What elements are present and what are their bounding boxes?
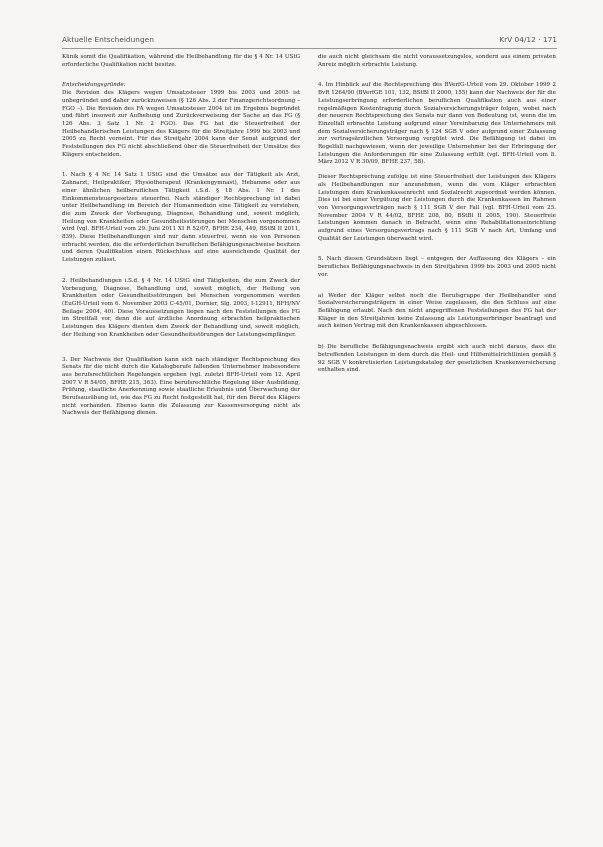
journal-section-title: Aktuelle Entscheidungen (62, 35, 154, 44)
intro-paragraph: Klinik somit die Qualifikation, während die Heilbehandlung für die § 4 Nr. 14 UStG erforderliche Qualifikation nicht besitze. (62, 54, 300, 68)
paragraph-5: 5. Nach diesen Grundsätzen liegt – entgegen der Auffassung des Klägers – ein berufliches Befähigungsnachweis in den Streitjahren 1999 bis 2003 und 2005 nicht vor. (318, 256, 556, 278)
section-heading: Entscheidungsgründe: (62, 82, 126, 89)
paragraph-summary: Die Revision des Klägers wegen Umsatzsteuer 1999 bis 2003 und 2005 ist unbegründet und daher zurückzuweisen (§ 126 Abs. 2 der Finanzgerichtsordnung – FGO –). Die Revision des FA wegen Umsatzsteuer 2004 ist im Ergebnis begründet und führt insoweit zur Aufhebung und Zurückverweisung der Sache an das FG (§ 126 Abs. 3 Satz 1 Nr. 2 FGO). Das FG hat die Steuerfreiheit der Heilbehandlerischen Leistungen des Klägers für die Streitjahre 1999 bis 2003 und 2005 zu Recht verneint. Für das Streitjahr 2004 kann der Senat aufgrund der Feststellungen des FG nicht abschließend über die Steuerfreiheit der Umsätze des Klägers entscheiden. (62, 90, 300, 158)
paragraph-5b: b) Die berufliche Befähigungsnachweis ergibt sich auch nicht daraus, dass die betreffenden Leistungen in dem durch die Heil- und Hilfsmittelrichtlinien gemäß § 92 SGB V konkretisierten Leistungskatalog der gesetzlichen Krankenversicherung enthalten sind. (318, 344, 556, 374)
paragraph-3: 3. Der Nachweis der Qualifikation kann sich nach ständiger Rechtsprechung des Senats für die nicht durch die Katalogberufe fallenden Unternehmer insbesondere aus berufsrechtlichen Regelungen ergeben (vgl. zuletzt BFH-Urteil vom 12. April 2007 V R 54/05, BFHE 215, 363). Eine berufsrechtliche Regelung über Ausbildung, Prüfung, staatliche Anerkennung sowie staatliche Erlaubnis und Überwachung der Berufsausübung ist, wie das FG zu Recht festgestellt hat, für den Beruf des Klägers nicht vorhanden. Ebenso kann die Zulassung zur Kassenversorgung nicht als Nachweis der Befähigung dienen. (62, 356, 300, 417)
paragraph-4: 4. Im Hinblick auf die Rechtsprechung des BVerfG-Urteil vom 29. Oktober 1999 2 BvR 1264/90 (BVerfGE 101, 132, BStBl II 2000, 155) kann der Nachweis der für die Leistungserbringung erforderlichen beruflichen Qualifikation auch aus einer regelmäßigen Kostentragung durch Sozialversicherungsträger folgen, wobei nach der neueren Rechtsprechung des Senats nur dann von Bedeutung ist, wenn die im Einzelfall erbrachte Leistung aufgrund einer Vereinbarung des Unternehmers mit dem Sozialversicherungsträger nach § 124 SGB V oder aufgrund einer Zulassung zur vertragsärztlichen Versorgung vergütet wird. Die Befähigung ist dabei im Regelfall nachgewiesen, wenn der jeweilige Unternehmer bei der Erbringung der Leistungen die Anforderungen für eine Zulassung erfüllt (vgl. BFH-Urteil vom 8. März 2012 V R 30/09, BFHE 237, 58). (318, 82, 556, 166)
left-column (62, 54, 300, 425)
paragraph-continued: die auch nicht gleichsam die nicht voraussetzungslos, sondern aus einem privaten Anreiz möglich erbrachte Leistung. (318, 54, 556, 68)
paragraph-1: 1. Nach § 4 Nr. 14 Satz 1 UStG sind die Umsätze aus der Tätigkeit als Arzt, Zahnarzt, Heilpraktiker, Physiotherapeut (Krankengymnast), Hebamme oder aus einer ähnlichen heilberuflichen Tätigkeit i.S.d. § 18 Abs. 1 Nr. 1 des Einkommensteuergesetzes steuerfrei. Nach ständiger Rechtsprechung ist dabei unter Heilbehandlung im Bereich der Humanmedizin eine Tätigkeit zu verstehen, die zum Zweck der Vorbeugung, Diagnose, Behandlung und, soweit möglich, Heilung von Krankheiten oder Gesundheitsstörungen bei Menschen vorgenommen wird (vgl. BFH-Urteil vom 29. Juni 2011 XI R 52/07, BFHE 234, 449, BStBl II 2011, 839). Diese Heilbehandlungen sind nur dann steuerfrei, wenn sie von Personen erbracht werden, die die erforderlichen beruflichen Befähigungsnachweise besitzen und deren Qualifikation einen Rückschluss auf eine ausreichende Qualität der Leistungen zulässt. (62, 172, 300, 264)
paragraph-4-continued: Dieser Rechtsprechung zufolge ist eine Steuerfreiheit der Leistungen des Klägers als Heilbehandlungen nur anzunehmen, wenn die vom Kläger erbrachten Leistungen dem Krankenkassenrecht und Sozialrecht zugeordnet werden können. Dies ist bei einer Vergütung der Leistungen durch die Krankenkassen im Rahmen von Versorgungsverträgen nach § 111 SGB V der Fall (vgl. BFH-Urteil vom 25. November 2004 V R 44/02, BFHE 208, 80, BStBl II 2005, 190). Steuerfreie Leistungen kommen danach in Betracht, wenn eine Rehabilitationseinrichtung aufgrund eines Versorgungsvertrags nach § 111 SGB V nach Art, Umfang und Qualität der Leistungen überwacht wird. (318, 174, 556, 242)
right-column (318, 54, 556, 382)
paragraph-2: 2. Heilbehandlungen i.S.d. § 4 Nr. 14 UStG sind Tätigkeiten, die zum Zweck der Vorbeugung, Diagnose, Behandlung und, soweit möglich, der Heilung von Krankheiten oder Gesundheitsstörungen bei Menschen vorgenommen werden (EuGH-Urteil vom 6. November 2003 C-45/01, Dornier, Slg. 2003, I-12911, BFH/NV Beilage 2004, 40). Diese Voraussetzungen liegen nach den Feststellungen des FG im Streitfall vor, denn die auf ärztliche Anordnung erbrachten heilpraktischen Leistungen des Klägers dienten dem Zweck der Behandlung und, soweit möglich, der Heilung von Krankheiten oder Gesundheitsstörungen der Leistungsempfänger. (62, 277, 300, 338)
page-header (62, 34, 557, 49)
paragraph-5a: a) Weder der Kläger selbst noch die Berufsgruppe der Heilbehandler sind Sozialversicherungsträgern in einer Weise zugelassen, die den Schluss auf eine Befähigung erlaubt. Nach den nicht angegriffenen Feststellungen des FG hat der Kläger in den Streitjahren keine Zulassung als Leistungserbringer beantragt und auch keinen Vertrag mit den Krankenkassen abgeschlossen. (318, 292, 556, 330)
journal-issue-page: KrV 04/12 · 171 (499, 35, 557, 44)
